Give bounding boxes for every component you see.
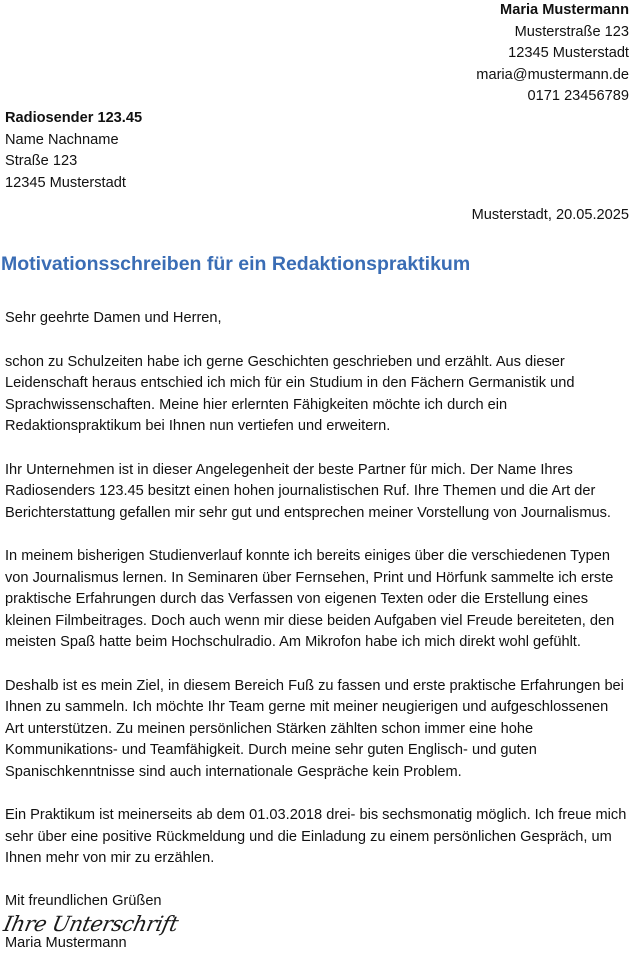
greeting: Sehr geehrte Damen und Herren, [5, 310, 222, 326]
sender-city: 12345 Musterstadt [508, 45, 629, 62]
sender-name: Maria Mustermann [500, 2, 629, 18]
date-line: Musterstadt, 20.05.2025 [471, 207, 629, 223]
letter-body [5, 308, 629, 891]
sender-phone: 0171 23456789 [527, 88, 629, 105]
recipient-block [5, 108, 142, 194]
recipient-contact: Name Nachname [5, 131, 119, 148]
signer-name: Maria Mustermann [5, 935, 127, 951]
recipient-street: Straße 123 [5, 153, 78, 170]
sender-street: Musterstraße 123 [514, 23, 629, 40]
paragraph-2: Ihr Unternehmen ist in dieser Angelegenheit der beste Partner für mich. Der Name Ihres Radiosenders 123.45 besitzt einen hohen journalistischen Ruf. Ihre Themen und die Art der Berichterstattung gefallen mir sehr gut und entsprechen meiner Vorstellung von Journalismus. [5, 461, 611, 521]
handwritten-signature: Ihre Unterschrift [1, 912, 181, 936]
recipient-city: 12345 Musterstadt [5, 174, 126, 191]
paragraph-4: Deshalb ist es mein Ziel, in diesem Bereich Fuß zu fassen und erste praktische Erfahrungen bei Ihnen zu sammeln. Ich möchte Ihr Team gerne mit meiner neugierigen und aufgeschlossenen Art unterstützen. Zu meinen persönlichen Stärken zählten schon immer eine hohe Kommunikations- und Teamfähigkeit. Durch meine sehr guten Englisch- und guten Spanischkenntnisse sind auch internationale Gespräche kein Problem. [5, 677, 624, 780]
paragraph-5: Ein Praktikum ist meinerseits ab dem 01.03.2018 drei- bis sechsmonatig möglich. Ich freue mich sehr über eine positive Rückmeldung und die Einladung zu einem persönlichen Gespräch, um Ihnen mehr von mir zu erzählen. [5, 807, 627, 867]
recipient-company: Radiosender 123.45 [5, 110, 143, 126]
paragraph-1: schon zu Schulzeiten habe ich gerne Geschichten geschrieben und erzählt. Aus dieser Leidenschaft heraus entschied ich mich für ein Studium in den Fächern Germanistik und Sprachwissenschaften. Meine hier erlernten Fähigkeiten möchte ich durch ein Redaktionspraktikum bei Ihnen nun vertiefen und erweitern. [5, 353, 575, 435]
paragraph-3: In meinem bisherigen Studienverlauf konnte ich bereits einiges über die verschiedenen Typen von Journalismus lernen. In Seminaren über Fernsehen, Print und Hörfunk sammelte ich erste praktische Erfahrungen durch das Verfassen von eigenen Texten oder die Erstellung eines kleinen Filmbeitrages. Doch auch wenn mir diese beiden Aufgaben viel Freude bereiteten, den meisten Spaß hatte beim Hochschulradio. Am Mikrofon habe ich mich direkt wohl gefühlt. [5, 547, 615, 651]
sender-block [476, 0, 629, 108]
sender-email: maria@mustermann.de [476, 66, 629, 83]
letter-subject: Motivationsschreiben für ein Redaktionspraktikum [1, 253, 471, 275]
closing: Mit freundlichen Grüßen [5, 893, 162, 909]
